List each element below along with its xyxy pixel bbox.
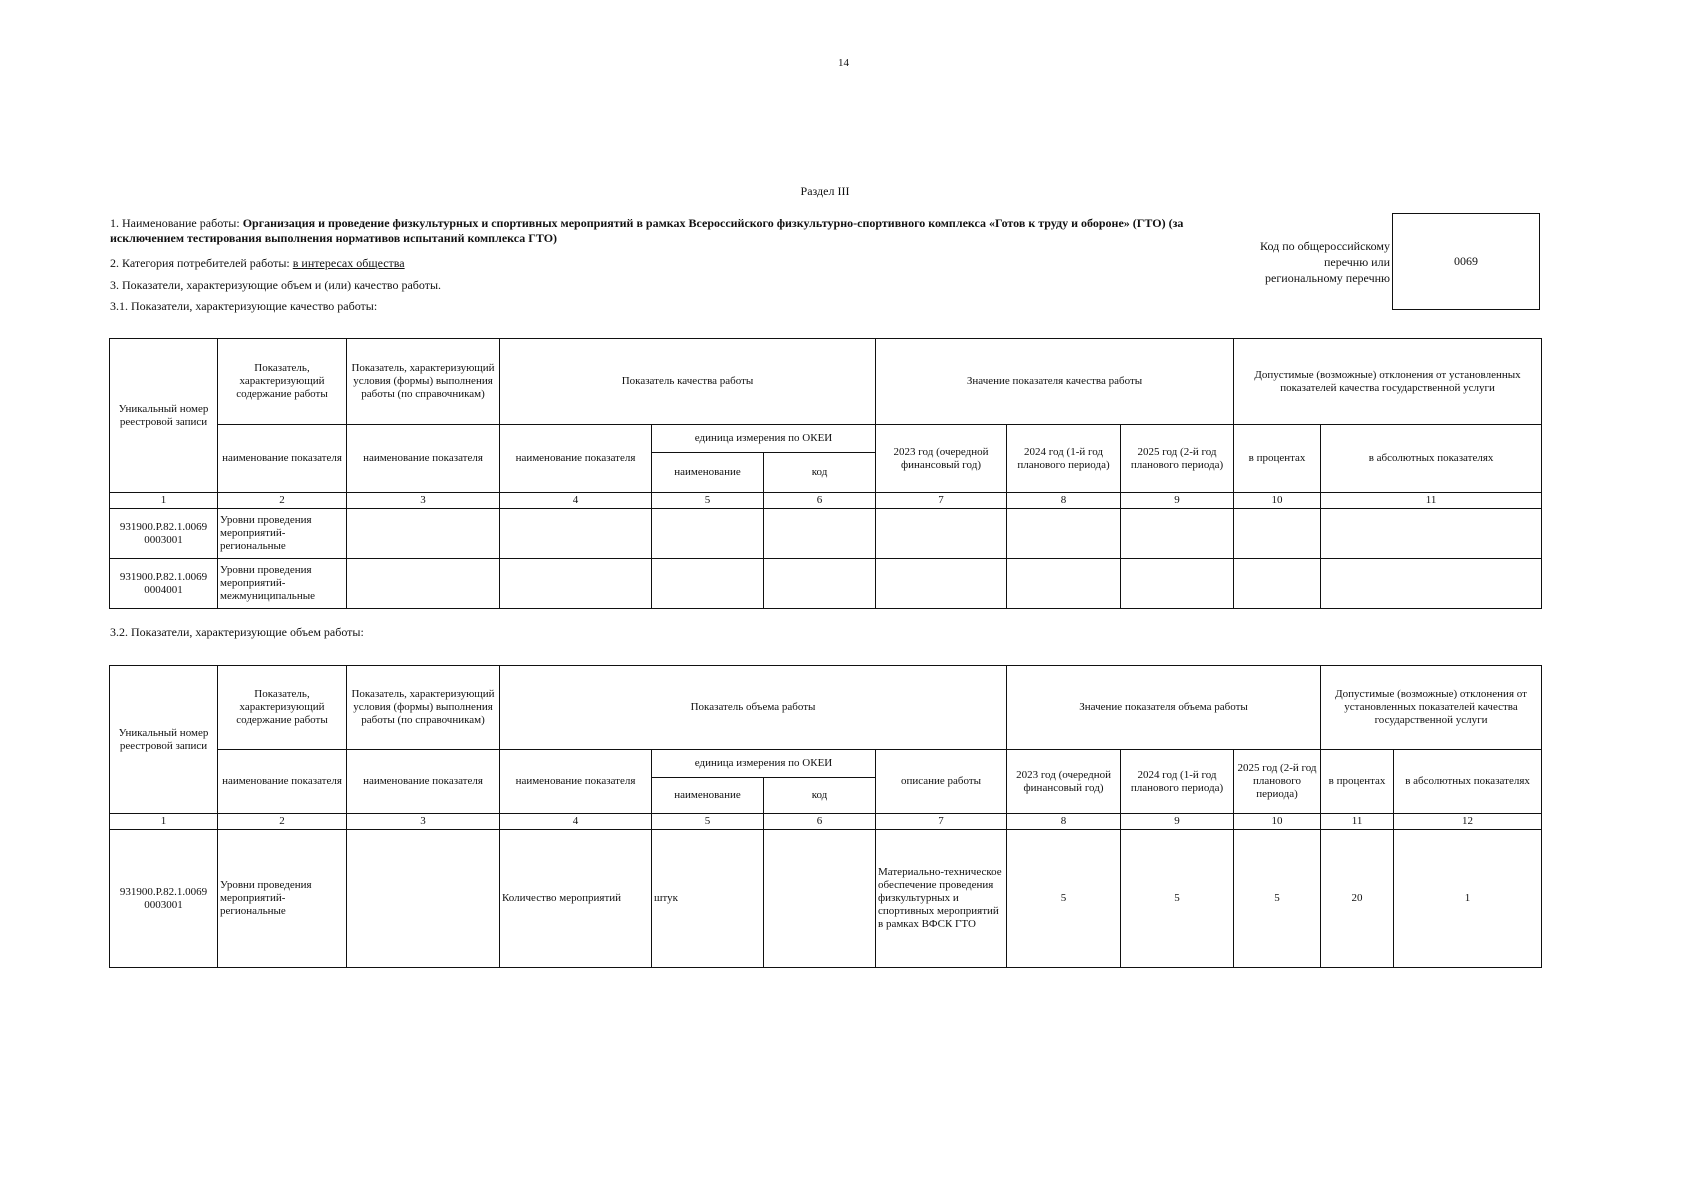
section-title: Раздел III	[800, 184, 850, 198]
empty-cell	[1234, 509, 1321, 559]
empty-cell	[500, 559, 652, 609]
page-number: 14	[838, 57, 849, 69]
column-number: 8	[1007, 814, 1121, 830]
code-caption-line: перечню или	[1323, 255, 1390, 269]
header-deviation: Допустимые (возможные) отклонения от установленных показателей качества государственной услуги	[1321, 666, 1542, 750]
table-row	[110, 509, 1542, 559]
column-number: 12	[1394, 814, 1542, 830]
value-2025: 5	[1234, 830, 1321, 968]
empty-cell	[1007, 559, 1121, 609]
registry-number: 931900.Р.82.1.0069 0003001	[110, 509, 218, 559]
empty-cell	[1007, 509, 1121, 559]
header-indicator-name: наименование показателя	[347, 425, 500, 493]
absolute-value: 1	[1394, 830, 1542, 968]
empty-cell	[347, 830, 500, 968]
header-volume-indicator: Показатель объема работы	[500, 666, 1007, 750]
column-number: 7	[876, 814, 1007, 830]
header-content-indicator: Показатель, характеризующий содержание работы	[218, 666, 347, 750]
header-unique-number: Уникальный номер реестровой записи	[110, 666, 218, 814]
header-indicator-name: наименование показателя	[347, 750, 500, 814]
header-volume-value: Значение показателя объема работы	[1007, 666, 1321, 750]
code-caption-line: Код по общероссийскому	[1260, 239, 1390, 253]
code-box: 0069	[1392, 213, 1540, 310]
column-number: 1	[110, 493, 218, 509]
header-indicator-name: наименование показателя	[218, 750, 347, 814]
table-row	[110, 559, 1542, 609]
column-number: 10	[1234, 814, 1321, 830]
header-unit-name: наименование	[652, 453, 764, 493]
empty-cell	[652, 559, 764, 609]
registry-number: 931900.Р.82.1.0069 0004001	[110, 559, 218, 609]
empty-cell	[347, 509, 500, 559]
quality-subheading: 3.1. Показатели, характеризующие качество работы:	[110, 299, 378, 313]
indicator-value: Количество мероприятий	[500, 830, 652, 968]
column-number: 9	[1121, 814, 1234, 830]
header-year-2023: 2023 год (очередной финансовый год)	[876, 425, 1007, 493]
column-number: 2	[218, 493, 347, 509]
header-conditions-indicator: Показатель, характеризующий условия (формы) выполнения работы (по справочникам)	[347, 666, 500, 750]
code-caption-line: региональному перечню	[1265, 271, 1390, 285]
code-caption	[1170, 238, 1390, 286]
column-number: 5	[652, 493, 764, 509]
volume-subheading: 3.2. Показатели, характеризующие объем работы:	[110, 625, 364, 639]
header-year-2023: 2023 год (очередной финансовый год)	[1007, 750, 1121, 814]
header-description: описание работы	[876, 750, 1007, 814]
consumer-category-line	[110, 256, 405, 271]
header-year-2025: 2025 год (2-й год планового периода)	[1234, 750, 1321, 814]
quality-table	[109, 338, 1542, 609]
header-percent: в процентах	[1234, 425, 1321, 493]
column-number: 4	[500, 814, 652, 830]
unit-value: штук	[652, 830, 764, 968]
content-value: Уровни проведения мероприятий- региональные	[218, 830, 347, 968]
header-unit-name: наименование	[652, 778, 764, 814]
empty-cell	[876, 559, 1007, 609]
column-number: 8	[1007, 493, 1121, 509]
empty-cell	[764, 559, 876, 609]
header-indicator-name: наименование показателя	[500, 425, 652, 493]
description-value: Материально-техническое обеспечение проведения физкультурных и спортивных мероприятий в рамках ВФСК ГТО	[876, 830, 1007, 968]
work-name-value: Организация и проведение физкультурных и спортивных мероприятий в рамках Всероссийского физкультурно-спортивного комплекса «Готов к труду и обороне» (ГТО) (за исключением тестирования выполнения нормативов испытаний комплекса ГТО)	[110, 216, 1184, 245]
header-absolute: в абсолютных показателях	[1394, 750, 1542, 814]
work-name-prefix: 1. Наименование работы:	[110, 216, 243, 230]
column-number: 4	[500, 493, 652, 509]
header-unit-code: код	[764, 453, 876, 493]
table-row	[110, 830, 1542, 968]
column-number: 10	[1234, 493, 1321, 509]
column-number: 2	[218, 814, 347, 830]
empty-cell	[652, 509, 764, 559]
column-number: 3	[347, 493, 500, 509]
value-2024: 5	[1121, 830, 1234, 968]
registry-number: 931900.Р.82.1.0069 0003001	[110, 830, 218, 968]
indicators-line: 3. Показатели, характеризующие объем и (или) качество работы.	[110, 278, 442, 292]
column-number: 3	[347, 814, 500, 830]
value-2023: 5	[1007, 830, 1121, 968]
content-value: Уровни проведения мероприятий- региональные	[218, 509, 347, 559]
header-unit: единица измерения по ОКЕИ	[652, 425, 876, 453]
column-number: 9	[1121, 493, 1234, 509]
header-year-2024: 2024 год (1-й год планового периода)	[1007, 425, 1121, 493]
consumer-prefix: 2. Категория потребителей работы:	[110, 256, 293, 270]
content-value: Уровни проведения мероприятий- межмуниципальные	[218, 559, 347, 609]
column-number: 1	[110, 814, 218, 830]
empty-cell	[500, 509, 652, 559]
header-unique-number: Уникальный номер реестровой записи	[110, 339, 218, 493]
header-content-indicator: Показатель, характеризующий содержание работы	[218, 339, 347, 425]
header-quality-indicator: Показатель качества работы	[500, 339, 876, 425]
header-deviation: Допустимые (возможные) отклонения от установленных показателей качества государственной услуги	[1234, 339, 1542, 425]
column-number: 11	[1321, 814, 1394, 830]
header-unit-code: код	[764, 778, 876, 814]
empty-cell	[764, 509, 876, 559]
consumer-value: в интересах общества	[292, 256, 405, 270]
header-indicator-name: наименование показателя	[500, 750, 652, 814]
column-number: 6	[764, 814, 876, 830]
empty-cell	[1121, 509, 1234, 559]
empty-cell	[1234, 559, 1321, 609]
header-conditions-indicator: Показатель, характеризующий условия (формы) выполнения работы (по справочникам)	[347, 339, 500, 425]
empty-cell	[1121, 559, 1234, 609]
empty-cell	[1321, 559, 1542, 609]
column-number: 6	[764, 493, 876, 509]
empty-cell	[347, 559, 500, 609]
header-percent: в процентах	[1321, 750, 1394, 814]
header-unit: единица измерения по ОКЕИ	[652, 750, 876, 778]
header-absolute: в абсолютных показателях	[1321, 425, 1542, 493]
column-number: 5	[652, 814, 764, 830]
empty-cell	[876, 509, 1007, 559]
volume-table	[109, 665, 1542, 968]
header-quality-value: Значение показателя качества работы	[876, 339, 1234, 425]
column-number: 11	[1321, 493, 1542, 509]
header-year-2024: 2024 год (1-й год планового периода)	[1121, 750, 1234, 814]
header-indicator-name: наименование показателя	[218, 425, 347, 493]
column-number: 7	[876, 493, 1007, 509]
work-name-line	[110, 216, 1210, 246]
empty-cell	[764, 830, 876, 968]
percent-value: 20	[1321, 830, 1394, 968]
header-year-2025: 2025 год (2-й год планового периода)	[1121, 425, 1234, 493]
empty-cell	[1321, 509, 1542, 559]
